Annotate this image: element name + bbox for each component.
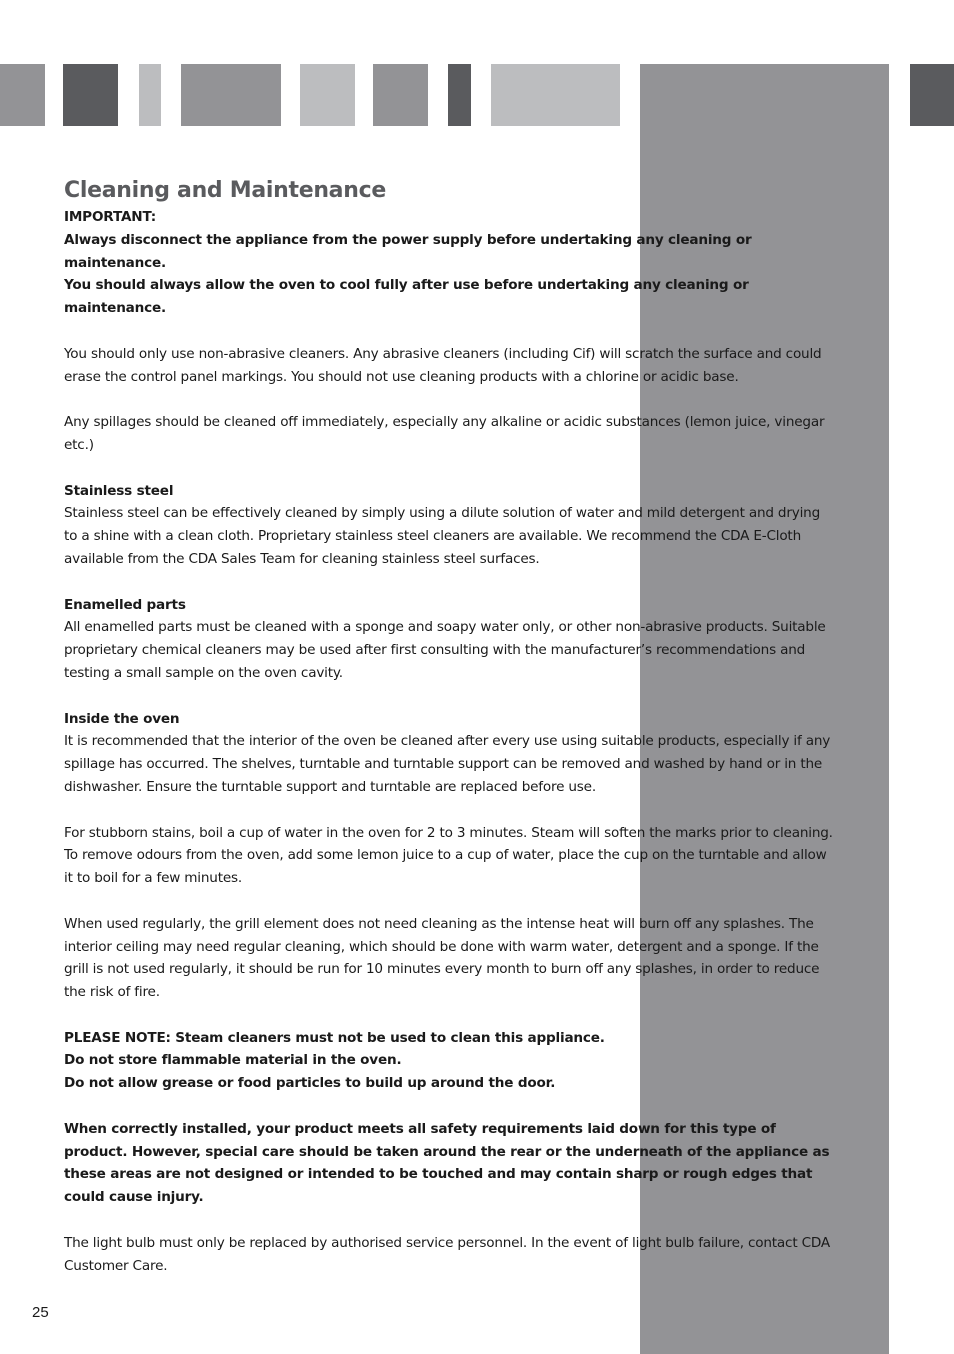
header-block-3	[139, 64, 161, 126]
header-block-4	[181, 64, 281, 126]
header-block-2	[63, 64, 118, 126]
paragraph-light-bulb: The light bulb must only be replaced by authorised service personnel. In the event of light bulb failure, contact CDA Customer Care.	[64, 1234, 830, 1274]
page-title: Cleaning and Maintenance	[64, 178, 386, 203]
page-content	[64, 176, 834, 1277]
heading-inside-oven: Inside the oven	[64, 710, 180, 727]
heading-enamelled-parts: Enamelled parts	[64, 596, 186, 613]
header-block-7	[448, 64, 471, 126]
important-line-2: You should always allow the oven to cool fully after use before undertaking any cleaning or maintenance.	[64, 277, 749, 317]
paragraph-enamelled-parts: All enamelled parts must be cleaned with a sponge and soapy water only, or other non-abrasive products. Suitable proprietary chemical cleaners may be used after first consulting with the manufacturer’s recommendations and testing a small sample on the oven cavity.	[64, 619, 826, 681]
paragraph-stains-1: For stubborn stains, boil a cup of water in the oven for 2 to 3 minutes. Steam will soften the marks prior to cleaning.	[64, 824, 833, 841]
header-block-8	[491, 64, 620, 126]
header-block-5	[300, 64, 355, 126]
header-block-6	[373, 64, 428, 126]
paragraph-stainless-steel: Stainless steel can be effectively cleaned by simply using a dilute solution of water and mild detergent and drying to a shine with a clean cloth. Proprietary stainless steel cleaners are available. We recommend the CDA E-Cloth available from the CDA Sales Team for cleaning stainless steel surfaces.	[64, 505, 821, 567]
heading-stainless-steel: Stainless steel	[64, 482, 174, 499]
page-number: 25	[32, 1304, 49, 1321]
paragraph-spillages: Any spillages should be cleaned off immediately, especially any alkaline or acidic substances (lemon juice, vinegar etc.)	[64, 414, 825, 453]
paragraph-safety: When correctly installed, your product meets all safety requirements laid down for this type of product. However, special care should be taken around the rear or the underneath of the appliance as these areas are not designed or intended to be touched and may contain sharp or rough edges that could cause injury.	[64, 1120, 830, 1206]
important-label: IMPORTANT:	[64, 209, 157, 225]
note-grease: Do not allow grease or food particles to build up around the door.	[64, 1075, 556, 1092]
header-block-9	[910, 64, 954, 126]
paragraph-inside-oven: It is recommended that the interior of the oven be cleaned after every use using suitable products, especially if any spillage has occurred. The shelves, turntable and turntable support can be removed and washed by hand or in the dishwasher. Ensure the turntable support and turntable are replaced before use.	[64, 733, 831, 795]
paragraph-stains-2: To remove odours from the oven, add some lemon juice to a cup of water, place the cup on the turntable and allow it to boil for a few minutes.	[64, 847, 827, 887]
paragraph-grill: When used regularly, the grill element does not need cleaning as the intense heat will burn off any splashes. The interior ceiling may need regular cleaning, which should be done with warm water, detergent and a sponge. If the grill is not used regularly, it should be run for 10 minutes every month to burn off any splashes, in order to reduce the risk of fire.	[64, 915, 820, 1001]
paragraph-cleaners: You should only use non-abrasive cleaners. Any abrasive cleaners (including Cif) will scratch the surface and could erase the control panel markings. You should not use cleaning products with a chlorine or acidic base.	[64, 345, 822, 385]
note-flammable: Do not store flammable material in the oven.	[64, 1052, 402, 1069]
note-steam-cleaners: PLEASE NOTE: Steam cleaners must not be used to clean this appliance.	[64, 1029, 605, 1046]
important-line-1: Always disconnect the appliance from the power supply before undertaking any cleaning or maintenance.	[64, 231, 752, 271]
header-block-1	[0, 64, 45, 126]
